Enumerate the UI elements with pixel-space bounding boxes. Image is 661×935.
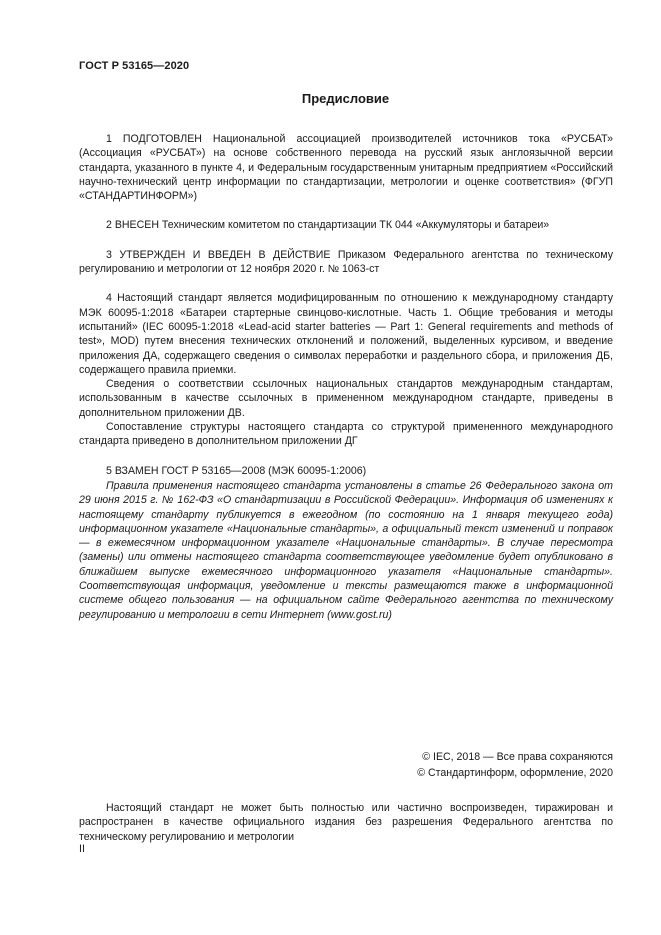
rules-of-application-note: Правила применения настоящего стандарта установлены в статье 26 Федерального закона от 29 июня 2015 г. № 162-ФЗ «О стандартизации в Российской Федерации». Информация об изменениях к настоящему стандарту публикуется в ежегодном (по состоянию на 1 января текущего года) информационном указателе «Национальные стандарты», а официальный текст изменений и поправок — в ежемесячном информационном указателе «Национальные стандарты». В случае пересмотра (замены) или отмены настоящего стандарта соответствующее уведомление будет опубликовано в ближайшем выпуске ежемесячного информационного указателя «Национальные стандарты». Соответствующая информация, уведомление и тексты размещаются также в информационной системе общего пользования — на официальном сайте Федерального агентства по техническому регулированию и метрологии в сети Интернет (www.gost.ru) [79,480,613,621]
paragraph-reference-info: Сведения о соответствии ссылочных национальных стандартов международным стандартам, использованным в качестве ссылочных в примененном международном стандарте, приведены в дополнительном приложении ДВ. [79,378,613,419]
copyright-block [417,750,613,781]
paragraph-replaces: 5 ВЗАМЕН ГОСТ Р 53165—2008 (МЭК 60095-1:2006) [106,464,367,477]
paragraph-prepared-by: 1 ПОДГОТОВЛЕН Национальной ассоциацией производителей источников тока «РУСБАТ» (Ассоциация «РУСБАТ») на основе собственного перевода на русский язык англоязычной версии стандарта, указанного в пункте 4, и Федеральным государственным унитарным предприятием «Российский научно-технический центр информации по стандартизации, метрологии и оценке соответствия» (ФГУП «СТАНДАРТИНФОРМ») [79,133,613,203]
reproduction-notice: Настоящий стандарт не может быть полностью или частично воспроизведен, тиражирован и распространен в качестве официального издания без разрешения Федерального агентства по техническому регулированию и метрологии [79,802,613,843]
page-number: II [79,843,85,855]
preface-title: Предисловие [301,91,390,106]
paragraph-structure-comparison: Сопоставление структуры настоящего стандарта со структурой примененного международного стандарта приведено в дополнительном приложении ДГ [79,421,613,448]
standard-code-header: ГОСТ Р 53165—2020 [79,60,190,72]
copyright-standartinform: © Стандартинформ, оформление, 2020 [417,766,613,779]
preface-body [79,132,613,478]
paragraph-approved: 3 УТВЕРЖДЕН И ВВЕДЕН В ДЕЙСТВИЕ Приказом Федерального агентства по техническому регулированию и метрологии от 12 ноября 2020 г. № 1063-ст [79,248,613,276]
paragraph-introduced-by: 2 ВНЕСЕН Техническим комитетом по стандартизации ТК 044 «Аккумуляторы и батареи» [106,219,550,232]
paragraph-modified-standard: 4 Настоящий стандарт является модифицированным по отношению к международному стандарту МЭК 60095-1:2018 «Батареи стартерные свинцово-кислотные. Часть 1. Общие требования и методы испытаний» (IEC 60095-1:2018 «Lead-acid starter batteries — Part 1: General requirements and methods of test», MOD) путем внесения технических отклонений и положений, выделенных курсивом, и введение приложения ДА, содержащего сведения о символах переработки и раздельного сбора, и приложения ДБ, содержащего правила приемки. [79,292,613,376]
copyright-iec: © IEC, 2018 — Все права сохраняются [422,751,613,763]
